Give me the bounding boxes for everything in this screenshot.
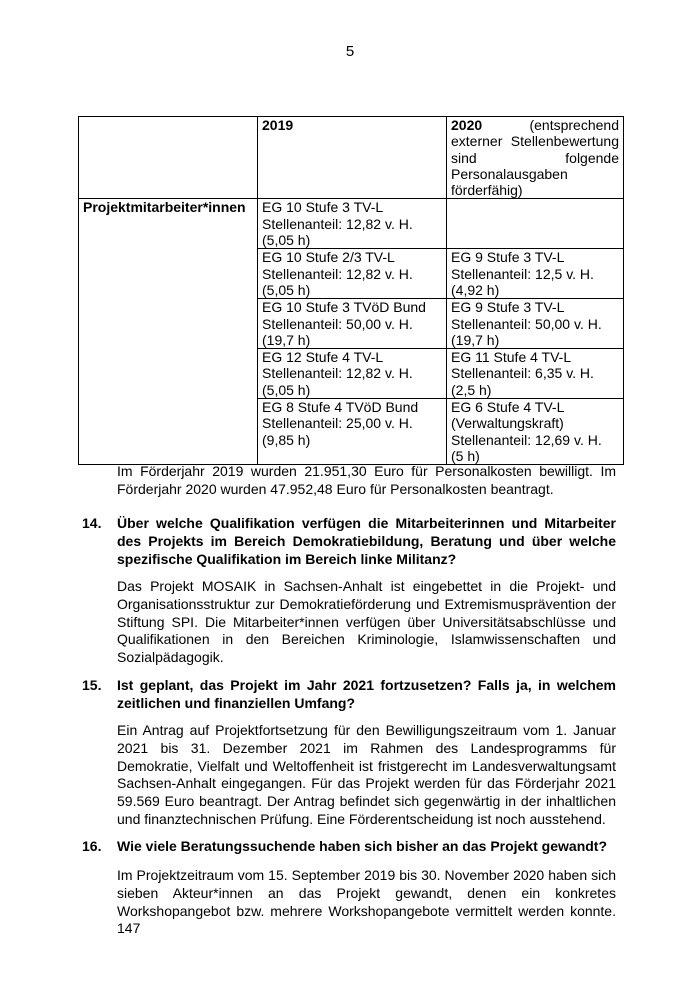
cell-line: (2,5 h) [451, 381, 492, 398]
answer-15: Ein Antrag auf Projektfortsetzung für den Bewilligungszeitraum vom 1. Januar 2021 bis 31. Dezember 2021 im Rahmen des Landesprogramms für Demokratie, Vielfalt und Weltoffenheit ist fristgerecht im Landesverwaltungsamt Sachsen-Anhalt eingegangen. Für das Projekt werden für das Förderjahr 2021 59.569 Euro beantragt. Der Antrag befindet sich gegenwärtig in der inhaltlichen und finanztechnischen Prüfung. Eine Förderentscheidung ist noch ausstehend. [117, 722, 616, 827]
row-label-projektmitarbeiter: Projektmitarbeiter*innen [79, 199, 258, 465]
cell-2019 [258, 399, 447, 465]
cell-2020 [447, 299, 624, 349]
cell-2019 [258, 349, 447, 399]
cell-line: Stellenanteil: 50,00 v. H. [451, 315, 602, 332]
cell-line: (9,85 h) [262, 431, 311, 448]
page-number: 5 [345, 43, 355, 60]
cell-line: (Verwaltungskraft) [451, 415, 564, 432]
cell-line: EG 6 Stufe 4 TV-L [451, 399, 565, 416]
header-empty-cell [79, 117, 258, 199]
cell-line: Stellenanteil: 25,00 v. H. [262, 415, 413, 432]
cell-2020-empty [447, 199, 624, 249]
personnel-table [78, 116, 624, 465]
header-2019: 2019 [258, 117, 447, 199]
header-2020-note: (entsprechend externer Stellenbewertung sind folgende Personalausgaben förderfähig) [451, 117, 619, 199]
cell-2020 [447, 249, 624, 299]
question-14: Über welche Qualifikation verfügen die Mitarbeiterinnen und Mitarbeiter des Projekts im Bereich Demokratiebildung, Beratung und über welche spezifische Qualifikation im Bereich linke Militanz? [117, 515, 616, 567]
cell-line: (5,05 h) [262, 281, 311, 298]
cell-line: Stellenanteil: 6,35 v. H. [451, 365, 594, 382]
cell-line: EG 12 Stufe 4 TV-L [262, 349, 384, 366]
cell-line: EG 10 Stufe 3 TV-L [262, 199, 384, 216]
cell-line: (5,05 h) [262, 232, 311, 249]
cell-line: Stellenanteil: 12,69 v. H. [451, 431, 602, 448]
question-number-14: 14. [82, 515, 102, 531]
cell-line: Stellenanteil: 12,82 v. H. [262, 215, 413, 232]
cell-2020 [447, 349, 624, 399]
cell-line: Stellenanteil: 12,82 v. H. [262, 265, 413, 282]
cell-2019 [258, 199, 447, 249]
cell-line: (19,7 h) [451, 331, 500, 348]
cell-line: Stellenanteil: 12,5 v. H. [451, 265, 594, 282]
answer-16: Im Projektzeitraum vom 15. September 2019 bis 30. November 2020 haben sich sieben Akteur*innen an das Projekt gewandt, denen ein konkretes Workshopangebot bzw. mehrere Workshopangebote vermittelt werden konnte. 147 [117, 867, 616, 937]
cell-line: Stellenanteil: 12,82 v. H. [262, 365, 413, 382]
question-15: Ist geplant, das Projekt im Jahr 2021 fortzusetzen? Falls ja, in welchem zeitlichen und finanziellen Umfang? [117, 677, 616, 711]
cell-line: EG 9 Stufe 3 TV-L [451, 249, 565, 266]
question-number-15: 15. [82, 677, 102, 693]
cell-line: EG 8 Stufe 4 TVöD Bund [262, 399, 419, 416]
cell-line: EG 11 Stufe 4 TV-L [451, 349, 572, 366]
cell-2020 [447, 399, 624, 465]
question-number-16: 16. [82, 838, 102, 854]
cell-line: (4,92 h) [451, 281, 500, 298]
cell-line: (5,05 h) [262, 381, 311, 398]
question-16: Wie viele Beratungssuchende haben sich bisher an das Projekt gewandt? [117, 838, 608, 854]
cell-2019 [258, 299, 447, 349]
cell-line: Stellenanteil: 50,00 v. H. [262, 315, 413, 332]
cell-2019 [258, 249, 447, 299]
cell-line: (19,7 h) [262, 331, 311, 348]
table-header-row [79, 117, 624, 199]
cell-line: (5 h) [451, 447, 480, 464]
cell-line: EG 9 Stufe 3 TV-L [451, 299, 565, 316]
personnel-costs-paragraph: Im Förderjahr 2019 wurden 21.951,30 Euro für Personalkosten bewilligt. Im Förderjahr 2020 wurden 47.952,48 Euro für Personalkosten beantragt. [117, 463, 616, 497]
header-2020 [447, 117, 624, 199]
cell-line: EG 10 Stufe 2/3 TV-L [262, 249, 395, 266]
table-row [79, 199, 624, 249]
header-2020-year: 2020 [451, 117, 483, 133]
answer-14: Das Projekt MOSAIK in Sachsen-Anhalt ist eingebettet in die Projekt- und Organisationsstruktur zur Demokratieförderung und Extremismusprävention der Stiftung SPI. Die Mitarbeiter*innen verfügen über Universitätsabschlüsse und Qualifikationen in den Bereichen Kriminologie, Islamwissenschaften und Sozialpädagogik. [117, 578, 616, 666]
cell-line: EG 10 Stufe 3 TVöD Bund [262, 299, 426, 316]
